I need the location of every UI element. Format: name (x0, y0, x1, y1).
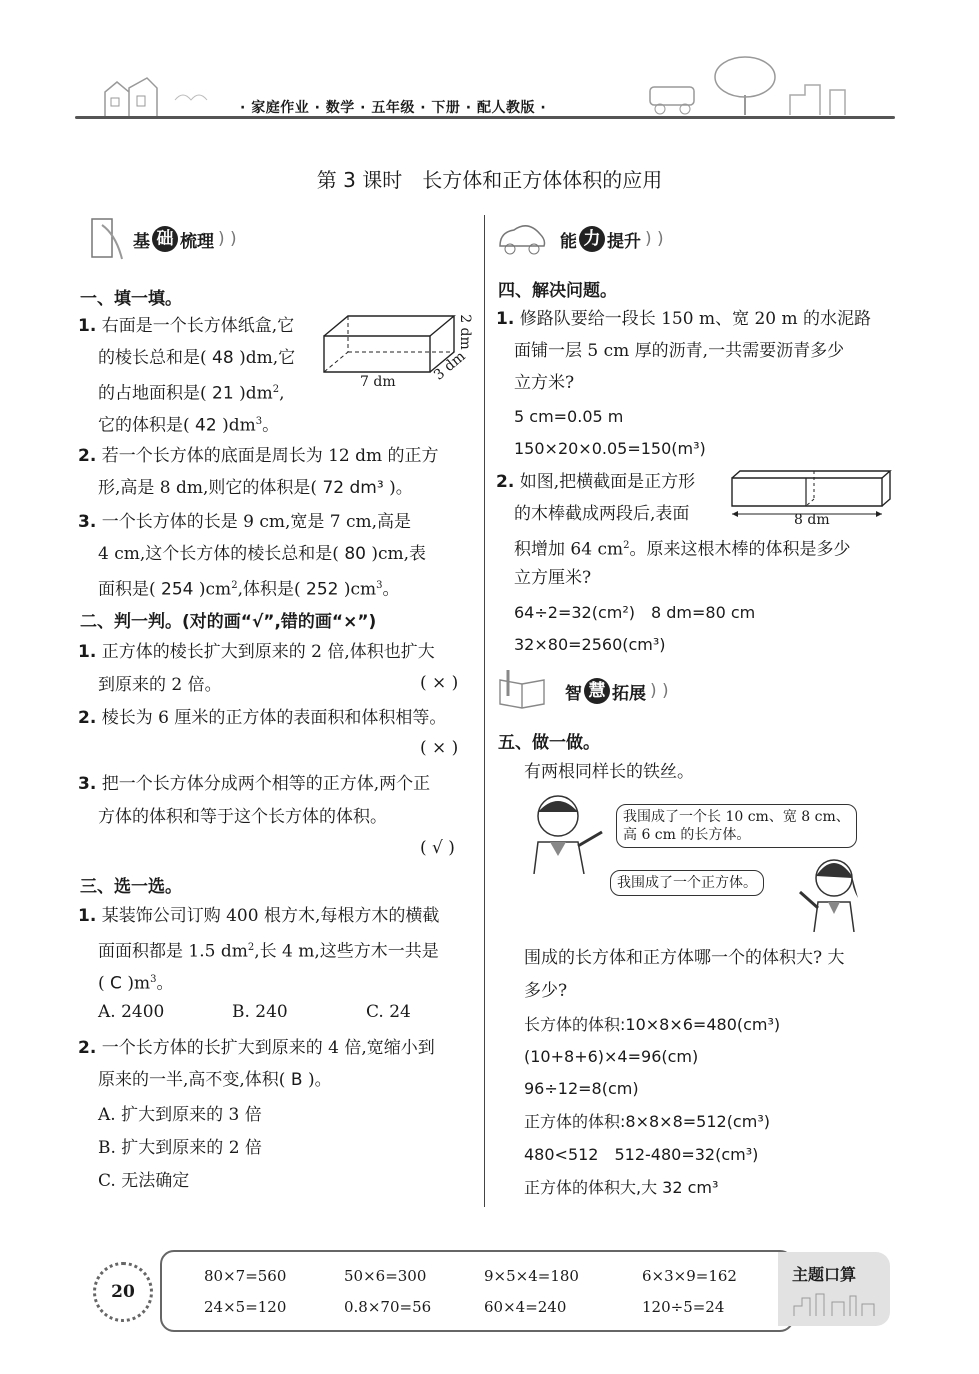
city-skyline-icon (792, 1288, 878, 1318)
math-item: 0.8×70=56 (344, 1298, 432, 1316)
math-item: 80×7=560 (204, 1267, 287, 1285)
choose-1-line3: ( C )$m^3$。 (98, 973, 174, 994)
answer-choose-2: B (290, 1070, 303, 1090)
solve-2-line3: 积增加 64 $cm^2$。原来这根木棒的体积是多少 (514, 539, 851, 560)
math-item: 60×4=240 (484, 1298, 567, 1316)
question-1-1-line3: 的占地面积是( 21 )$dm^2$, (98, 383, 285, 404)
do-work-5: 480<512 512-480=32(cm³) (524, 1145, 759, 1164)
section-title-choose: 三、选一选。 (80, 877, 182, 897)
solve-1-work-1: 5 cm=0.05 m (514, 407, 624, 426)
question-1-2: 2. 若一个长方体的底面是周长为 12 dm 的正方 (78, 446, 439, 466)
answer-volume: 42 (195, 415, 217, 436)
option-2b: B. 扩大到原来的 2 倍 (98, 1138, 262, 1158)
choose-2-line2: 原来的一半,高不变,体积( B )。 (98, 1070, 332, 1090)
fountain-icon (88, 215, 128, 263)
boy-illustration (512, 790, 612, 874)
do-work-4: 正方体的体积:8×8×8=512(cm³) (524, 1112, 770, 1131)
judge-2-mark: ( × ) (420, 738, 459, 758)
math-item: 9×5×4=180 (484, 1267, 579, 1285)
choose-1: 1. 某装饰公司订购 400 根方木,每根方木的横截 (78, 906, 440, 926)
speech-bubble-girl: 我围成了一个正方体。 (610, 870, 764, 896)
question-1-3-line3: 面积是( 254 )$cm^2$,体积是( 252 )$cm^3$。 (98, 579, 400, 600)
do-question-line2: 多少? (524, 981, 568, 1001)
math-item: 50×6=300 (344, 1267, 427, 1285)
page-number: 20 (93, 1262, 153, 1322)
girl-illustration (788, 852, 872, 932)
choose-2: 2. 一个长方体的长扩大到原来的 4 倍,宽缩小到 (78, 1038, 435, 1058)
option-2a: A. 扩大到原来的 3 倍 (98, 1105, 262, 1125)
speech-bubble-boy: 我围成了一个长 10 cm、宽 8 cm、 高 6 cm 的长方体。 (616, 804, 857, 848)
box-width-label: 7 dm (360, 374, 396, 390)
answer-q2-volume: 72 dm³ (322, 478, 384, 498)
judge-3-line2: 方体的体积和等于这个长方体的体积。 (98, 807, 387, 827)
question-1-1: 1. 右面是一个长方体纸盒,它 (78, 316, 295, 336)
do-work-6: 正方体的体积大,大 32 cm³ (524, 1178, 719, 1197)
question-1-1-line2: 的棱长总和是( 48 )dm,它 (98, 348, 296, 368)
solve-1: 1. 修路队要给一段长 150 m、宽 20 m 的水泥路 (496, 309, 872, 329)
judge-3: 3. 把一个长方体分成两个相等的正方体,两个正 (78, 774, 431, 794)
solve-1-line2: 面铺一层 5 cm 厚的沥青,一共需要沥青多少 (514, 341, 845, 361)
answer-base-area: 21 (212, 383, 234, 404)
math-item: 6×3×9=162 (642, 1267, 737, 1285)
do-question-line1: 围成的长方体和正方体哪一个的体积大? 大 (524, 948, 845, 968)
question-1-3-line2: 4 cm,这个长方体的棱长总和是( 80 )cm,表 (98, 544, 427, 564)
solve-2-work-2: 32×80=2560(cm³) (514, 635, 666, 654)
question-1-2-line2: 形,高是 8 dm,则它的体积是( 72 dm³ )。 (98, 478, 413, 498)
option-1b: B. 240 (232, 1002, 288, 1022)
stick-length-label: 8 dm (794, 512, 830, 528)
judge-1: 1. 正方体的棱长扩大到原来的 2 倍,体积也扩大 (78, 642, 435, 662)
choose-1-line2: 面面积都是 1.5 $dm^2$,长 4 m,这些方木一共是 (98, 941, 439, 962)
box-depth-label: 3 dm (431, 348, 469, 384)
header-house-illustration (95, 70, 215, 120)
solve-2-line2: 的木棒截成两段后,表面 (514, 504, 690, 524)
answer-choose-1: C (110, 973, 122, 994)
topic-mental-math: 主题口算 (778, 1252, 890, 1326)
section-badge-wisdom: 智 慧 拓展 ) ) (565, 676, 669, 706)
do-work-2: (10+8+6)×4=96(cm) (524, 1047, 699, 1066)
judge-3-mark: ( √ ) (420, 838, 455, 858)
do-work-1: 长方体的体积:10×8×6=480(cm³) (524, 1015, 781, 1034)
do-intro: 有两根同样长的铁丝。 (524, 762, 694, 782)
solve-1-line3: 立方米? (514, 373, 575, 393)
section-badge-basics: 基 础 梳理 ) ) (133, 224, 237, 254)
solve-2: 2. 如图,把横截面是正方形 (496, 472, 696, 492)
judge-2: 2. 棱长为 6 厘米的正方体的表面积和体积相等。 (78, 708, 447, 728)
math-item: 120÷5=24 (642, 1298, 725, 1316)
section-title-do: 五、做一做。 (498, 733, 600, 753)
mental-math-box (160, 1250, 794, 1332)
header-book-info: · 家庭作业 · 数学 · 五年级 · 下册 · 配人教版 · (240, 100, 547, 116)
do-work-3: 96÷12=8(cm) (524, 1079, 639, 1098)
math-item: 24×5=120 (204, 1298, 287, 1316)
question-1-1-line4: 它的体积是( 42 )$dm^3$。 (98, 415, 280, 436)
answer-volume-252: 252 (306, 579, 339, 600)
car-icon (494, 218, 550, 258)
answer-edge-sum: 48 (212, 348, 234, 368)
solve-2-line4: 立方厘米? (514, 568, 592, 588)
section-title-solve: 四、解决问题。 (498, 281, 617, 301)
option-2c: C. 无法确定 (98, 1171, 190, 1191)
box-height-label: 2 dm (456, 314, 473, 350)
solve-2-work-1: 64÷2=32(cm²) 8 dm=80 cm (514, 603, 756, 622)
judge-1-mark: ( × ) (420, 673, 459, 693)
answer-surface-area: 254 (161, 579, 194, 600)
judge-1-line2: 到原来的 2 倍。 (98, 675, 222, 695)
answer-edge-total: 80 (344, 544, 366, 564)
section-title-judge: 二、判一判。(对的画“√”,错的画“×”) (80, 612, 377, 632)
question-1-3: 3. 一个长方体的长是 9 cm,宽是 7 cm,高是 (78, 512, 412, 532)
section-badge-ability: 能 力 提升 ) ) (560, 224, 664, 254)
book-pencil-icon (494, 666, 554, 710)
lesson-title: 第 3 课时 长方体和正方体体积的应用 (316, 168, 663, 192)
solve-1-work-2: 150×20×0.05=150(m³) (514, 439, 706, 458)
option-1c: C. 24 (366, 1002, 411, 1022)
section-title-fill: 一、填一填。 (80, 289, 182, 309)
option-1a: A. 2400 (98, 1002, 165, 1022)
header-car-tree-illustration (630, 55, 890, 117)
column-divider (484, 215, 485, 1207)
